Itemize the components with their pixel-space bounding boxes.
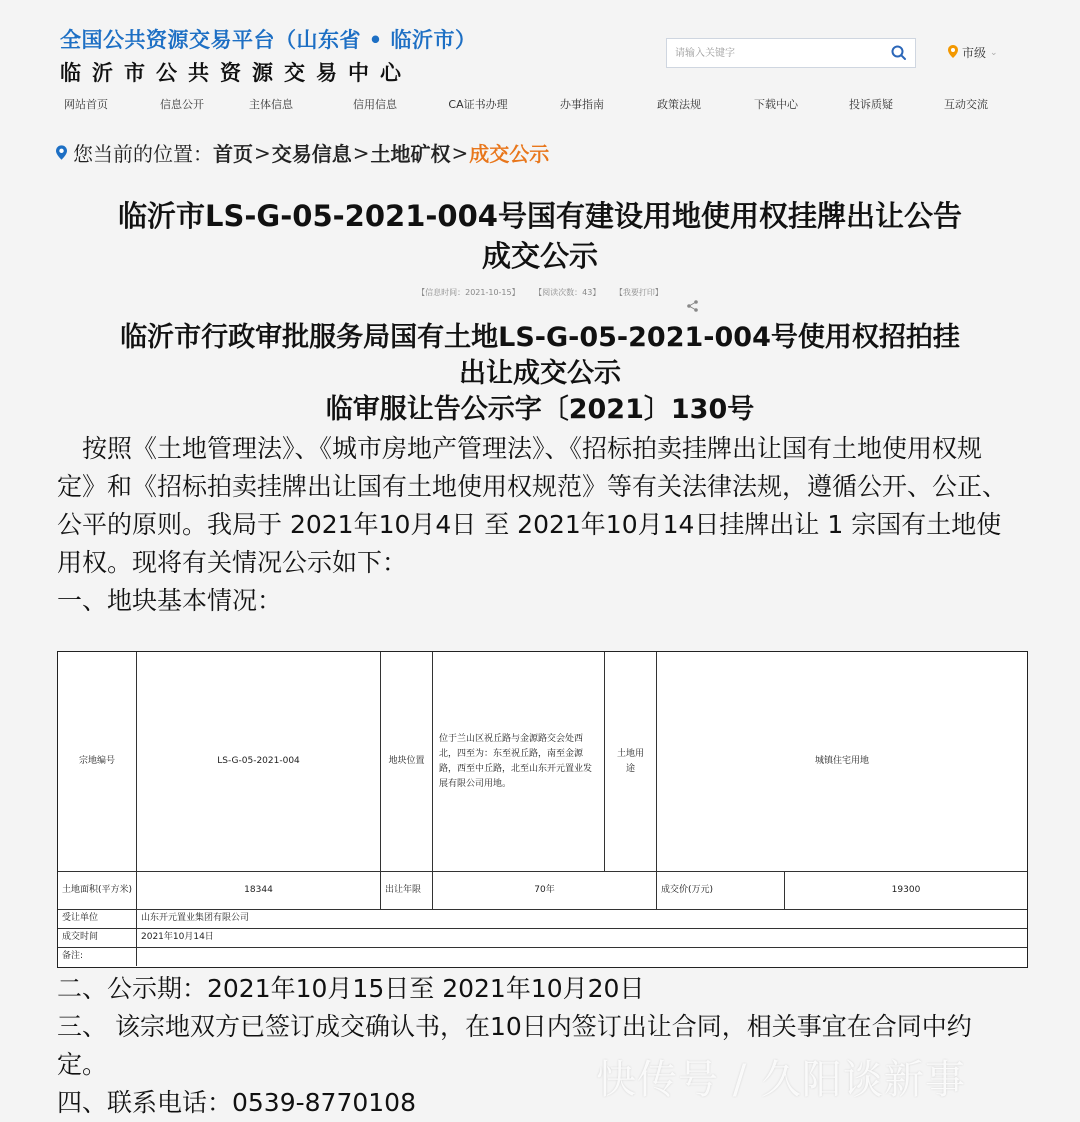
location-pin-icon	[948, 45, 958, 61]
nav-item-interaction[interactable]: 互动交流	[944, 98, 988, 111]
table-row	[58, 947, 1027, 966]
nav-item-guide[interactable]: 办事指南	[560, 98, 604, 111]
table-cell-value: 2021年10月14日	[141, 932, 214, 942]
nav-item-subject-info[interactable]: 主体信息	[249, 98, 293, 111]
table-cell-label: 出让年限	[381, 871, 433, 909]
nav-item-complaint[interactable]: 投诉质疑	[849, 98, 893, 111]
breadcrumb-separator: >	[451, 140, 469, 165]
table-cell-label: 成交时间	[58, 928, 137, 947]
notice-title	[0, 320, 1080, 428]
page-title-line2: 成交公示	[481, 239, 598, 273]
section-heading-2: 二、公示期：2021年10月15日至 2021年10月20日	[57, 974, 645, 1003]
search-icon[interactable]	[889, 43, 909, 63]
city-label: 市级	[962, 46, 987, 60]
breadcrumb-separator: >	[352, 140, 370, 165]
breadcrumb-land-mining[interactable]: 土地矿权	[370, 142, 451, 166]
city-selector[interactable]	[948, 44, 998, 61]
land-info-table	[57, 651, 1028, 968]
main-nav	[0, 96, 1080, 116]
notice-number: 临审服让告公示字〔2021〕130号	[325, 394, 755, 425]
section-heading-3: 三、 该宗地双方已签订成交确认书，在10日内签订出让合同，相关事宜在合同中约定。	[57, 1012, 972, 1079]
table-cell-label: 受让单位	[58, 909, 137, 928]
notice-title-line1: 临沂市行政审批服务局国有土地LS-G-05-2021-004号使用权招拍挂	[120, 322, 960, 353]
table-cell-label: 宗地编号	[58, 652, 137, 871]
nav-item-home[interactable]: 网站首页	[64, 98, 108, 111]
table-cell-value: LS-G-05-2021-004	[137, 652, 381, 871]
table-row	[58, 928, 1027, 948]
table-row	[58, 909, 1027, 929]
watermark: 快传号 / 久阳谈新事	[596, 1057, 966, 1103]
nav-item-credit-info[interactable]: 信用信息	[353, 98, 397, 111]
breadcrumb-current[interactable]: 成交公示	[469, 142, 550, 166]
page-title-line1: 临沂市LS-G-05-2021-004号国有建设用地使用权挂牌出让公告	[118, 199, 962, 233]
table-cell-value: 位于兰山区祝丘路与金源路交会处西北，四至为：东至祝丘路，南至金源路，西至中丘路，北至山东开元置业发展有限公司用地。	[433, 652, 605, 871]
article-body	[57, 430, 1017, 620]
table-cell-value: 70年	[433, 871, 657, 909]
meta-time: 【信息时间：2021-10-15】	[417, 288, 520, 297]
section-heading-4: 四、联系电话：0539-8770108	[57, 1088, 416, 1117]
platform-title[interactable]: 全国公共资源交易平台（山东省 • 临沂市）	[60, 28, 477, 52]
location-pin-icon	[56, 141, 67, 165]
nav-item-ca-cert[interactable]: CA证书办理	[448, 98, 508, 111]
nav-item-download[interactable]: 下载中心	[754, 98, 798, 111]
share-icon[interactable]	[686, 298, 700, 312]
table-cell-value: 城镇住宅用地	[814, 756, 869, 766]
page-title	[0, 196, 1080, 276]
table-cell-value: 18344	[137, 871, 381, 909]
table-cell-label: 地块位置	[381, 652, 433, 871]
table-cell-label: 土地用途	[605, 652, 657, 871]
chevron-down-icon: ⌄	[990, 47, 998, 58]
article-meta	[0, 287, 1080, 298]
table-cell-label: 备注:	[58, 947, 137, 966]
meta-views: 【阅读次数：43】	[534, 288, 601, 297]
search-box	[666, 38, 916, 68]
table-row	[58, 652, 1027, 872]
breadcrumb-trade-info[interactable]: 交易信息	[271, 142, 352, 166]
center-title[interactable]: 临沂市公共资源交易中心	[60, 61, 412, 85]
intro-paragraph: 按照《土地管理法》、《城市房地产管理法》、《招标拍卖挂牌出让国有土地使用权规定》和《招标拍卖挂牌出让国有土地使用权规范》等有关法律法规，遵循公开、公正、公平的原则。我局于 2021年10月4日 至 2021年10月14日挂牌出让 1 宗国有土地使用权。现将有关情况公示如下：	[57, 434, 1008, 577]
notice-title-line2: 出让成交公示	[459, 358, 621, 389]
nav-item-info-public[interactable]: 信息公开	[160, 98, 204, 111]
nav-item-policy[interactable]: 政策法规	[657, 98, 701, 111]
table-cell-value: 山东开元置业集团有限公司	[141, 913, 250, 923]
table-cell-label: 土地面积(平方米)	[58, 871, 137, 909]
table-row	[58, 871, 1027, 910]
section-heading-1: 一、地块基本情况：	[57, 586, 283, 615]
breadcrumb-separator: >	[254, 140, 271, 165]
table-cell-value	[137, 947, 1027, 966]
site-header	[0, 0, 1080, 86]
breadcrumb-prefix: 您当前的位置：	[73, 142, 213, 166]
breadcrumb	[56, 138, 549, 167]
table-cell-value: 19300	[891, 884, 921, 895]
print-link[interactable]: 【我要打印】	[614, 288, 663, 297]
table-cell-label: 成交价(万元)	[657, 871, 785, 909]
search-input[interactable]	[667, 39, 893, 67]
breadcrumb-home[interactable]: 首页	[213, 142, 253, 166]
